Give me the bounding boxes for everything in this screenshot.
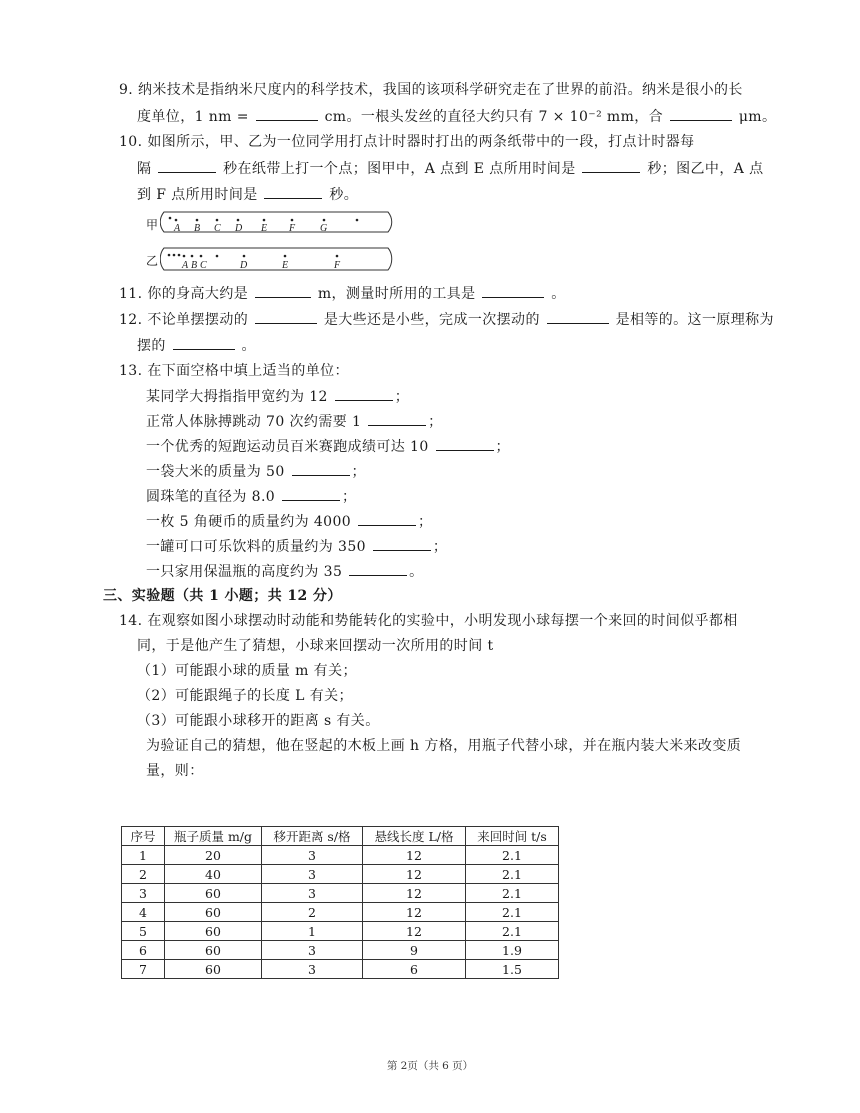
table-cell: 6	[122, 941, 165, 960]
answer-blank[interactable]	[292, 461, 350, 476]
table-header: 移开距离 s/格	[262, 827, 363, 846]
q14-hypothesis-1	[137, 661, 357, 681]
q13-item-text: 一袋大米的质量为 50	[146, 464, 285, 480]
answer-blank[interactable]	[436, 436, 494, 451]
q14-hypothesis-3	[137, 711, 380, 731]
table-row	[122, 922, 559, 941]
q14-hypothesis-text: （2）可能跟绳子的长度 L 有关；	[137, 688, 353, 704]
q10-text-d: 到 F 点所用时间是	[137, 187, 258, 203]
tape-yi-label: 乙	[146, 254, 159, 268]
q13-item	[146, 386, 409, 407]
table-header: 来回时间 t/s	[466, 827, 559, 846]
tape-point-label: A	[174, 223, 181, 234]
q13-item-text: 一个优秀的短跑运动员百米赛跑成绩可达 10	[146, 439, 429, 455]
q9-text: 9. 纳米技术是指纳米尺度内的科学技术，我国的该项科学研究走在了世界的前沿。纳米是很小的长	[119, 82, 743, 98]
table-cell: 60	[165, 922, 262, 941]
table-cell: 12	[363, 846, 466, 865]
answer-blank[interactable]	[173, 335, 235, 350]
q13-item-end: ；	[428, 414, 443, 430]
q9-line2	[137, 106, 776, 127]
q13-item-text: 正常人体脉搏跳动 70 次约需要 1	[146, 414, 362, 430]
tape-point-label: G	[320, 223, 328, 234]
tape-point-label: E	[261, 223, 268, 234]
table-cell: 1	[122, 846, 165, 865]
q13-item	[146, 486, 356, 507]
table-cell: 7	[122, 960, 165, 979]
answer-blank[interactable]	[256, 106, 318, 121]
answer-blank[interactable]	[373, 536, 431, 551]
q13-title	[119, 361, 349, 381]
q14-line4	[146, 761, 204, 781]
q14-text: 14. 在观察如图小球摆动时动能和势能转化的实验中，小明发现小球每摆一个来回的时间似乎都相	[119, 613, 738, 629]
table-cell: 60	[165, 960, 262, 979]
answer-blank[interactable]	[358, 511, 416, 526]
q11-text-a: 11. 你的身高大约是	[119, 286, 249, 302]
q10-text-e: 秒。	[329, 187, 359, 203]
q13-item	[146, 536, 447, 557]
q13-title-text: 13. 在下面空格中填上适当的单位：	[119, 363, 349, 379]
table-cell: 2	[262, 903, 363, 922]
tape-point-label: D	[235, 223, 243, 234]
q9-text-b: cm。一根头发丝的直径大约只有 7 × 10⁻² mm，合	[324, 109, 664, 125]
q10-text-c: 秒；图乙中，A 点	[647, 161, 764, 177]
q11-line	[119, 283, 566, 304]
tape-point-label: A	[182, 260, 189, 271]
q10-line3	[137, 184, 358, 205]
answer-blank[interactable]	[368, 411, 426, 426]
q10-text-a: 隔	[137, 161, 152, 177]
q13-item-end: 。	[409, 564, 424, 580]
tape-point-label: D	[240, 260, 248, 271]
q13-item	[146, 436, 510, 457]
table-cell: 3	[262, 865, 363, 884]
table-cell: 1.9	[466, 941, 559, 960]
table-cell: 3	[122, 884, 165, 903]
table-cell: 60	[165, 884, 262, 903]
q13-item-text: 某同学大拇指指甲宽约为 12	[146, 389, 328, 405]
table-header-row	[122, 827, 559, 846]
section-title: 三、实验题（共 1 小题；共 12 分）	[103, 588, 342, 604]
q13-item-end: ；	[417, 514, 433, 530]
q9-text-a: 度单位，1 nm =	[137, 109, 249, 125]
q13-item	[146, 461, 366, 482]
q13-item-end: ；	[394, 389, 410, 405]
tape-point-label: C	[200, 260, 207, 271]
q10-line1	[119, 132, 695, 152]
table-cell: 4	[122, 903, 165, 922]
q13-item-text: 圆珠笔的直径为 8.0	[146, 489, 276, 505]
table-cell: 1	[262, 922, 363, 941]
answer-blank[interactable]	[670, 106, 732, 121]
q13-item-end: ；	[495, 439, 510, 455]
q12-text-e: 。	[241, 338, 256, 354]
table-cell: 2	[122, 865, 165, 884]
table-cell: 60	[165, 903, 262, 922]
answer-blank[interactable]	[547, 309, 609, 324]
q13-item	[146, 411, 443, 432]
table-cell: 2.1	[466, 884, 559, 903]
answer-blank[interactable]	[255, 309, 317, 324]
tape-jia-figure	[160, 208, 396, 236]
table-cell: 5	[122, 922, 165, 941]
q14-hypothesis-text: （1）可能跟小球的质量 m 有关；	[137, 663, 357, 679]
q12-text-d: 摆的	[137, 338, 166, 354]
table-cell: 9	[363, 941, 466, 960]
q13-item-text: 一枚 5 角硬币的质量约为 4000	[146, 514, 352, 530]
page-footer: 第 2页（共 6 页）	[386, 1060, 474, 1072]
answer-blank[interactable]	[255, 283, 311, 298]
tape-point-label: E	[282, 260, 289, 271]
q13-item	[146, 511, 432, 532]
tape-yi-figure	[160, 244, 396, 274]
tape-jia-label: 甲	[146, 218, 159, 232]
q12-line2	[137, 335, 256, 356]
q12-text-b: 是大些还是小些，完成一次摆动的	[323, 312, 540, 328]
q10-line2	[137, 158, 764, 179]
q14-text: 同，于是他产生了猜想，小球来回摆动一次所用的时间 t	[137, 638, 494, 654]
table-cell: 3	[262, 941, 363, 960]
q14-text: 量，则：	[146, 763, 204, 779]
q14-line1	[119, 611, 738, 631]
q12-text-c: 是相等的。这一原理称为	[615, 312, 774, 328]
q13-item-text: 一罐可口可乐饮料的质量约为 350	[146, 539, 366, 555]
q12-line1	[119, 309, 774, 330]
table-cell: 1.5	[466, 960, 559, 979]
table-row	[122, 941, 559, 960]
tape-point-label: F	[334, 260, 341, 271]
q9-text-c: μm。	[738, 109, 777, 125]
table-header: 瓶子质量 m/g	[165, 827, 262, 846]
q12-text-a: 12. 不论单摆摆动的	[119, 312, 249, 328]
q13-item-end: ；	[432, 539, 448, 555]
table-cell: 2.1	[466, 865, 559, 884]
q10-text: 10. 如图所示，甲、乙为一位同学用打点计时器时打出的两条纸带中的一段，打点计时器每	[119, 134, 695, 150]
tape-point-label: B	[191, 260, 198, 271]
table-row	[122, 960, 559, 979]
table-row	[122, 865, 559, 884]
q14-line3	[146, 736, 741, 756]
answer-blank[interactable]	[335, 386, 393, 401]
table-row	[122, 884, 559, 903]
table-cell: 3	[262, 960, 363, 979]
table-cell: 20	[165, 846, 262, 865]
answer-blank[interactable]	[582, 158, 640, 173]
table-cell: 2.1	[466, 846, 559, 865]
table-header: 悬线长度 L/格	[363, 827, 466, 846]
table-cell: 40	[165, 865, 262, 884]
q9-line1	[119, 80, 743, 100]
q11-text-b: m，测量时所用的工具是	[317, 286, 476, 302]
table-cell: 6	[363, 960, 466, 979]
table-cell: 12	[363, 903, 466, 922]
experiment-table	[121, 826, 559, 979]
answer-blank[interactable]	[482, 283, 544, 298]
table-cell: 3	[262, 846, 363, 865]
q14-text: 为验证自己的猜想，他在竖起的木板上画 h 方格，用瓶子代替小球，并在瓶内装大米来改变质	[146, 738, 742, 754]
q13-item	[146, 561, 424, 582]
table-header: 序号	[122, 827, 165, 846]
q14-line2	[137, 636, 493, 656]
answer-blank[interactable]	[282, 486, 340, 501]
table-row	[122, 903, 559, 922]
answer-blank[interactable]	[158, 158, 216, 173]
tape-point-label: B	[194, 223, 201, 234]
q13-item-end: ；	[341, 489, 357, 505]
q10-text-b: 秒在纸带上打一个点；图甲中，A 点到 E 点所用时间是	[223, 161, 576, 177]
q11-text-c: 。	[551, 286, 566, 302]
q14-hypothesis-text: （3）可能跟小球移开的距离 s 有关。	[137, 713, 380, 729]
section-heading	[103, 586, 342, 606]
q13-item-end: ；	[351, 464, 366, 480]
q13-item-text: 一只家用保温瓶的高度约为 35	[146, 564, 343, 580]
answer-blank[interactable]	[264, 184, 322, 199]
table-cell: 3	[262, 884, 363, 903]
table-cell: 12	[363, 865, 466, 884]
table-cell: 60	[165, 941, 262, 960]
table-cell: 2.1	[466, 903, 559, 922]
tape-point-label: C	[214, 223, 221, 234]
table-cell: 12	[363, 884, 466, 903]
answer-blank[interactable]	[349, 561, 407, 576]
table-cell: 12	[363, 922, 466, 941]
q14-hypothesis-2	[137, 686, 353, 706]
table-cell: 2.1	[466, 922, 559, 941]
tape-point-label: F	[289, 223, 296, 234]
table-row	[122, 846, 559, 865]
